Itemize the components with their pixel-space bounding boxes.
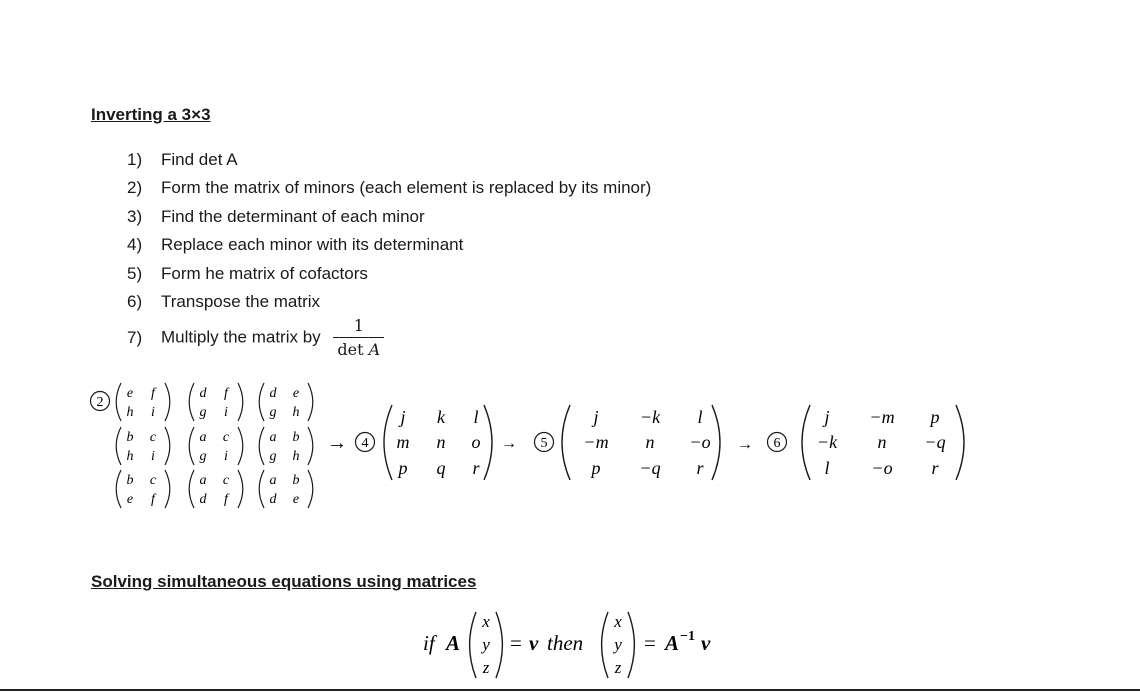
matrix-entry: −k: [639, 407, 661, 427]
vector-entry: y: [614, 635, 622, 654]
step-num: 6): [127, 292, 143, 311]
step-num: 1): [127, 150, 143, 169]
matrix-entry: n: [645, 432, 655, 452]
fraction-numerator: 1: [353, 316, 364, 335]
bottom-divider: [0, 689, 1140, 691]
left-paren: [470, 612, 476, 678]
minor-entry: d: [199, 386, 207, 401]
circled-number: 6: [773, 436, 781, 451]
vector-entry: z: [614, 658, 622, 677]
minor-entry: i: [224, 405, 228, 420]
minor-entry: e: [126, 492, 134, 507]
minor-entry: a: [269, 430, 277, 445]
minor-entry: h: [126, 405, 134, 420]
minor-entry: a: [199, 430, 207, 445]
step-num: 2): [127, 178, 143, 197]
minor-entry: i: [151, 449, 155, 464]
minor-entry: d: [269, 492, 277, 507]
minor-entry: h: [292, 449, 300, 464]
matrix-entry: n: [877, 432, 887, 452]
step-text: Replace each minor with its determinant: [161, 235, 464, 254]
inverting-heading: Inverting a 3×3: [91, 105, 211, 124]
minor-entry: g: [199, 449, 207, 464]
then-word: then: [547, 631, 584, 655]
matrix-A-inverse: A: [665, 631, 680, 655]
minor-entry: f: [224, 386, 228, 401]
matrix-entry: −k: [816, 432, 838, 452]
matrix-entry: l: [824, 458, 830, 478]
step-text: Find the determinant of each minor: [161, 207, 425, 226]
arrow-symbol: →: [501, 435, 517, 452]
minor-entry: e: [292, 492, 300, 507]
matrix-entry: m: [396, 432, 410, 452]
minor-entry: c: [149, 430, 157, 445]
minor-entry: i: [224, 449, 228, 464]
minor-entry: f: [151, 492, 155, 507]
det-label: det: [337, 340, 364, 359]
circled-number: 4: [361, 436, 369, 451]
minor-entry: f: [224, 492, 228, 507]
step-text: Form he matrix of cofactors: [161, 264, 368, 283]
step-text: Form the matrix of minors (each element is replaced by its minor): [161, 178, 652, 197]
if-word: if: [423, 631, 435, 655]
simultaneous-heading: Solving simultaneous equations using matrices: [91, 572, 477, 591]
step-num: 4): [127, 235, 143, 254]
matrix-entry: −q: [639, 458, 661, 478]
minor-entry: e: [292, 386, 300, 401]
matrix-entry: n: [436, 432, 446, 452]
minor-entry: a: [199, 473, 207, 488]
vector-entry: y: [482, 635, 490, 654]
minor-entry: c: [149, 473, 157, 488]
arrow-symbol: →: [327, 432, 347, 454]
matrix-entry: p: [591, 458, 601, 478]
matrix-entry: l: [473, 407, 479, 427]
matrix-entry: −m: [869, 407, 895, 427]
minor-entry: g: [269, 405, 277, 420]
matrix-entry: r: [696, 458, 704, 478]
matrix-entry: j: [824, 407, 830, 427]
minor-entry: b: [292, 430, 300, 445]
matrix-A: A: [446, 631, 461, 655]
det-variable: A: [368, 340, 381, 359]
matrix-entry: l: [697, 407, 703, 427]
minor-entry: f: [151, 386, 155, 401]
vector-entry: x: [482, 612, 490, 631]
circled-number: 2: [96, 395, 104, 410]
matrix-entry: j: [593, 407, 599, 427]
left-paren: [602, 612, 608, 678]
step-text: Multiply the matrix by: [161, 327, 321, 347]
matrix-entry: k: [437, 407, 445, 427]
arrow-symbol: →: [737, 436, 753, 453]
matrix-entry: −m: [583, 432, 609, 452]
step-num: 7): [127, 327, 143, 347]
vector-v: v: [529, 631, 539, 655]
minor-entry: a: [269, 473, 277, 488]
minor-entry: h: [126, 449, 134, 464]
matrix-entry: j: [400, 407, 406, 427]
minor-entry: b: [126, 430, 134, 445]
inverse-exponent: −1: [680, 629, 695, 644]
matrix-entry: p: [930, 407, 940, 427]
minor-entry: i: [151, 405, 155, 420]
minor-entry: c: [222, 473, 230, 488]
minor-entry: d: [269, 386, 277, 401]
minor-entry: h: [292, 405, 300, 420]
step-text: Find det A: [161, 150, 238, 169]
minor-entry: b: [126, 473, 134, 488]
matrix-entry: p: [398, 458, 408, 478]
matrix-entry: −o: [871, 458, 893, 478]
vector-entry: z: [482, 658, 490, 677]
matrix-entry: r: [931, 458, 939, 478]
right-paren: [496, 612, 502, 678]
minor-entry: g: [269, 449, 277, 464]
minor-entry: b: [292, 473, 300, 488]
step-num: 5): [127, 264, 143, 283]
matrix-entry: q: [436, 458, 446, 478]
vector-v: v: [701, 631, 711, 655]
equals-sign: =: [510, 631, 522, 655]
step-text: Transpose the matrix: [161, 292, 321, 311]
matrix-entry: o: [471, 432, 481, 452]
right-paren: [628, 612, 634, 678]
matrix-entry: −o: [689, 432, 711, 452]
minor-entry: c: [222, 430, 230, 445]
circled-number: 5: [540, 436, 548, 451]
matrix-entry: r: [472, 458, 480, 478]
minor-entry: e: [126, 386, 134, 401]
step-num: 3): [127, 207, 143, 226]
vector-entry: x: [614, 612, 622, 631]
minor-entry: d: [199, 492, 207, 507]
equals-sign: =: [644, 631, 656, 655]
matrix-entry: −q: [924, 432, 946, 452]
minor-entry: g: [199, 405, 207, 420]
